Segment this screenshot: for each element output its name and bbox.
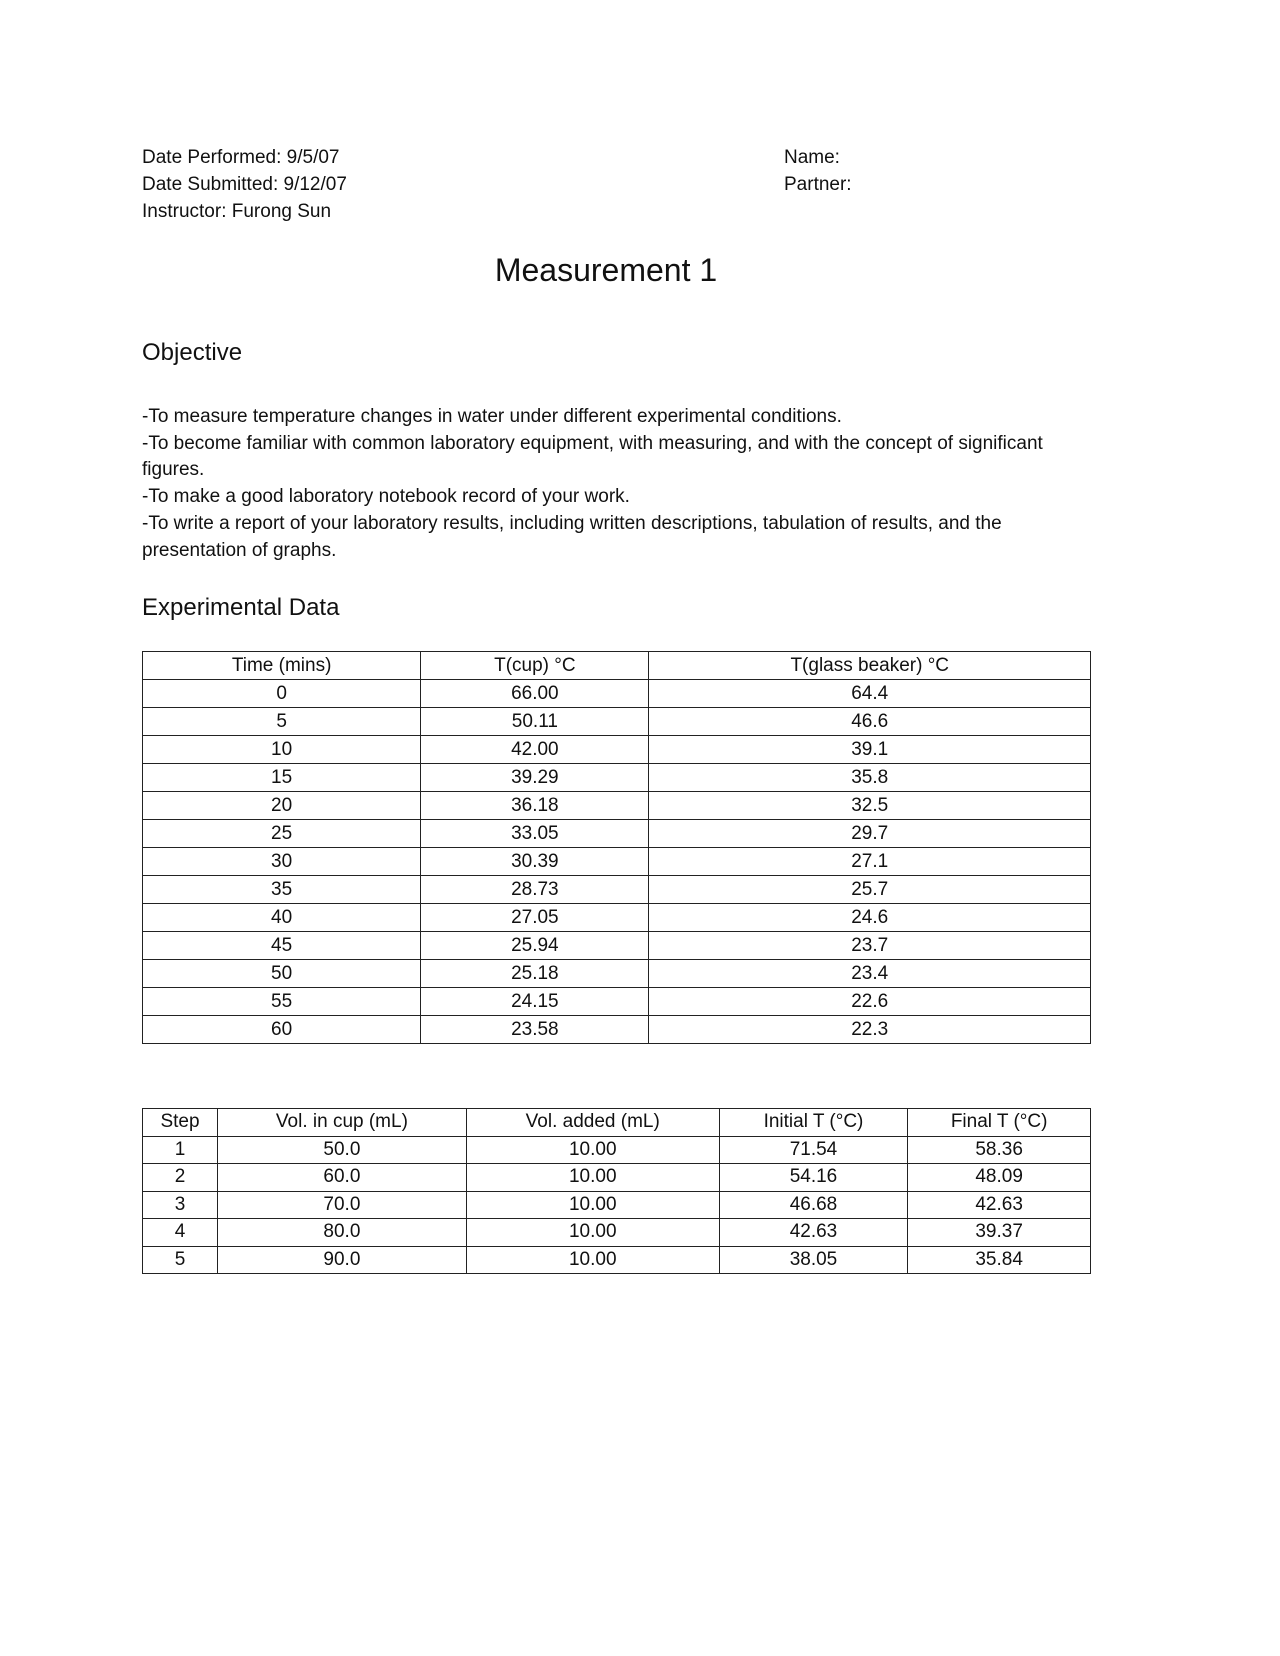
table-cell: 29.7 — [649, 820, 1091, 848]
header-right — [784, 144, 852, 198]
table-cell: 38.05 — [719, 1246, 908, 1274]
table-cell: 25.94 — [421, 932, 649, 960]
table-cell: 15 — [143, 764, 421, 792]
table-cell: 5 — [143, 708, 421, 736]
table-cell: 22.3 — [649, 1016, 1091, 1044]
table-cell: 23.4 — [649, 960, 1091, 988]
table-row — [143, 1164, 1091, 1192]
date-submitted: Date Submitted: 9/12/07 — [142, 174, 347, 195]
table-row — [143, 932, 1091, 960]
table-row — [143, 876, 1091, 904]
table-cell: 35 — [143, 876, 421, 904]
column-header: Vol. in cup (mL) — [218, 1109, 467, 1137]
table-cell: 40 — [143, 904, 421, 932]
objective-item: -To become familiar with common laboratory equipment, with measuring, and with the concept of significant figures. — [142, 432, 1043, 481]
table-cell: 25 — [143, 820, 421, 848]
table-cell: 25.7 — [649, 876, 1091, 904]
table-row — [143, 736, 1091, 764]
table-cell: 35.8 — [649, 764, 1091, 792]
header-left — [142, 144, 347, 225]
table-cell: 28.73 — [421, 876, 649, 904]
table-cell: 42.63 — [908, 1191, 1091, 1219]
table-cell: 39.29 — [421, 764, 649, 792]
table-cell: 46.6 — [649, 708, 1091, 736]
objective-item: -To make a good laboratory notebook record of your work. — [142, 486, 630, 508]
table-cell: 46.68 — [719, 1191, 908, 1219]
objective-item: -To measure temperature changes in water under different experimental conditions. — [142, 406, 842, 427]
table-cell: 58.36 — [908, 1136, 1091, 1164]
table-cell: 1 — [143, 1136, 218, 1164]
table-row — [143, 904, 1091, 932]
table-cell: 32.5 — [649, 792, 1091, 820]
column-header: T(cup) °C — [421, 652, 649, 680]
table-row — [143, 764, 1091, 792]
table-row — [143, 708, 1091, 736]
table-row — [143, 1246, 1091, 1274]
objective-item: -To write a report of your laboratory results, including written descriptions, tabulation of results, and the presentation of graphs. — [142, 512, 1002, 561]
table-cell: 70.0 — [218, 1191, 467, 1219]
table-cell: 60.0 — [218, 1164, 467, 1192]
table-cell: 10.00 — [466, 1191, 719, 1219]
table-cell: 45 — [143, 932, 421, 960]
table-cell: 50 — [143, 960, 421, 988]
table-cell: 54.16 — [719, 1164, 908, 1192]
table-cell: 20 — [143, 792, 421, 820]
table-cell: 39.1 — [649, 736, 1091, 764]
table-cell: 27.1 — [649, 848, 1091, 876]
table-cell: 71.54 — [719, 1136, 908, 1164]
table-cell: 66.00 — [421, 680, 649, 708]
table-row — [143, 820, 1091, 848]
column-header: T(glass beaker) °C — [649, 652, 1091, 680]
table-cell: 80.0 — [218, 1219, 467, 1247]
table-row — [143, 1136, 1091, 1164]
table-cell: 4 — [143, 1219, 218, 1247]
table-cell: 10.00 — [466, 1219, 719, 1247]
table-cell: 42.00 — [421, 736, 649, 764]
table-cell: 24.15 — [421, 988, 649, 1016]
table-cell: 25.18 — [421, 960, 649, 988]
table-cell: 24.6 — [649, 904, 1091, 932]
mixing-steps-table — [142, 1108, 1091, 1274]
table-cell: 50.0 — [218, 1136, 467, 1164]
table-cell: 30.39 — [421, 848, 649, 876]
table-cell: 10 — [143, 736, 421, 764]
objective-heading: Objective — [142, 339, 243, 366]
table-row — [143, 1016, 1091, 1044]
table-cell: 50.11 — [421, 708, 649, 736]
page-title: Measurement 1 — [494, 252, 718, 288]
table-cell: 60 — [143, 1016, 421, 1044]
table-cell: 5 — [143, 1246, 218, 1274]
table-cell: 36.18 — [421, 792, 649, 820]
instructor: Instructor: Furong Sun — [142, 201, 332, 222]
column-header: Step — [143, 1109, 218, 1137]
table-row — [143, 848, 1091, 876]
temperature-time-table — [142, 651, 1091, 1044]
column-header: Time (mins) — [143, 652, 421, 680]
table-cell: 10.00 — [466, 1246, 719, 1274]
table-cell: 3 — [143, 1191, 218, 1219]
table-cell: 10.00 — [466, 1164, 719, 1192]
table-row — [143, 680, 1091, 708]
name-label: Name: — [784, 147, 840, 168]
table-row — [143, 988, 1091, 1016]
objective-list — [142, 404, 1102, 564]
table-cell: 64.4 — [649, 680, 1091, 708]
table-row — [143, 1191, 1091, 1219]
table-cell: 27.05 — [421, 904, 649, 932]
table-cell: 10.00 — [466, 1136, 719, 1164]
table-cell: 22.6 — [649, 988, 1091, 1016]
table-cell: 48.09 — [908, 1164, 1091, 1192]
table-cell: 33.05 — [421, 820, 649, 848]
partner-label: Partner: — [784, 174, 852, 195]
table-cell: 0 — [143, 680, 421, 708]
table-cell: 90.0 — [218, 1246, 467, 1274]
table-row — [143, 1219, 1091, 1247]
experimental-data-heading: Experimental Data — [142, 594, 340, 621]
table-cell: 35.84 — [908, 1246, 1091, 1274]
column-header: Final T (°C) — [908, 1109, 1091, 1137]
date-performed: Date Performed: 9/5/07 — [142, 147, 340, 168]
column-header: Initial T (°C) — [719, 1109, 908, 1137]
column-header: Vol. added (mL) — [466, 1109, 719, 1137]
table-cell: 23.7 — [649, 932, 1091, 960]
table-cell: 55 — [143, 988, 421, 1016]
table-cell: 23.58 — [421, 1016, 649, 1044]
table-cell: 39.37 — [908, 1219, 1091, 1247]
table-cell: 42.63 — [719, 1219, 908, 1247]
table-cell: 2 — [143, 1164, 218, 1192]
table-row — [143, 792, 1091, 820]
table-cell: 30 — [143, 848, 421, 876]
table-row — [143, 960, 1091, 988]
